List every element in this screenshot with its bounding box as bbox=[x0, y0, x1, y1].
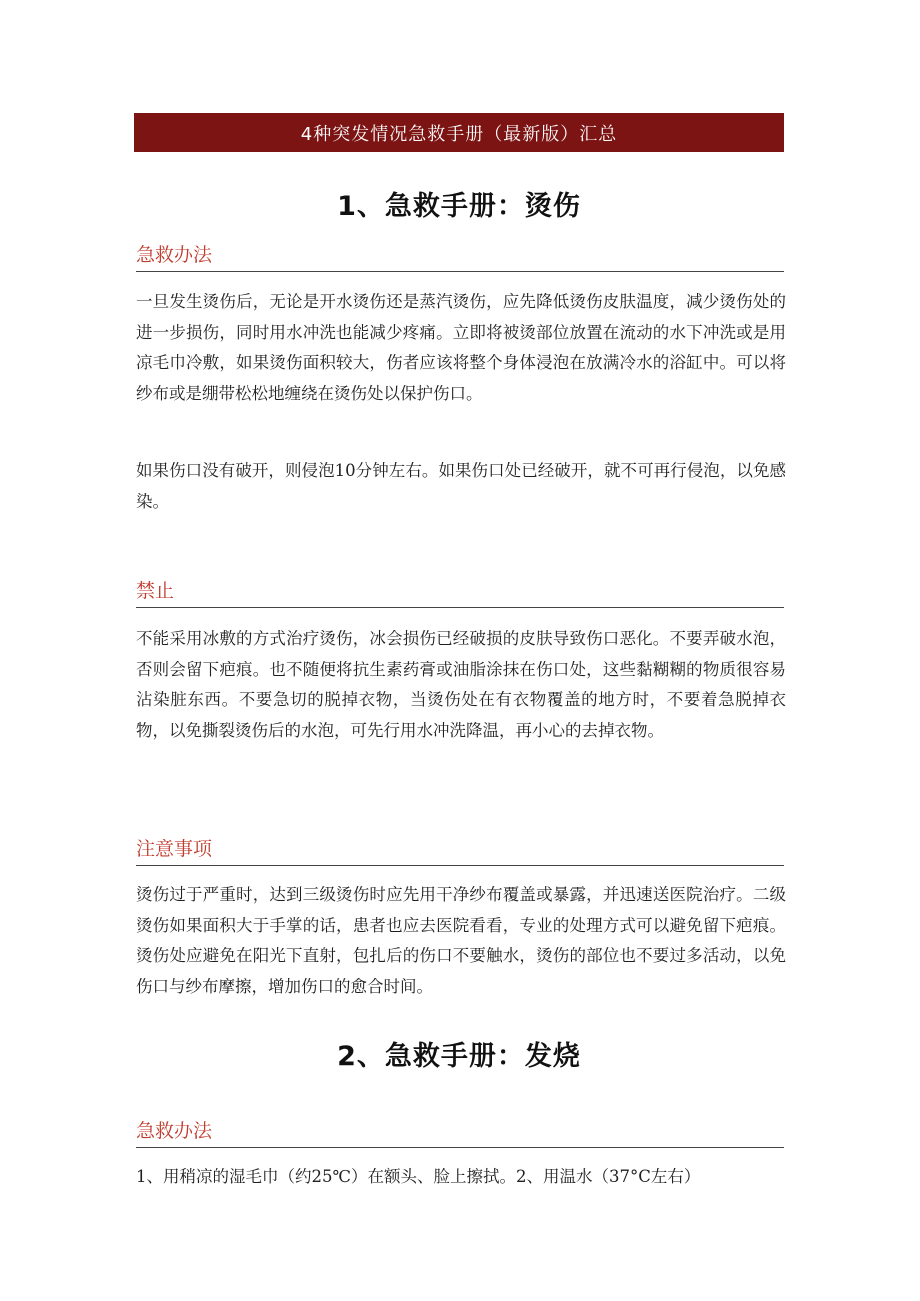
section-title-burns: 1、急救手册：烫伤 bbox=[337, 191, 581, 222]
document-banner: 4种突发情况急救手册（最新版）汇总 bbox=[134, 113, 784, 152]
subheading-fever-first-aid: 急救办法 bbox=[136, 1116, 784, 1148]
section-title-fever: 2、急救手册：发烧 bbox=[337, 1041, 581, 1072]
paragraph-burns-first-aid-2: 如果伤口没有破开，则侵泡10分钟左右。如果伤口处已经破开，就不可再行侵泡，以免感染。 bbox=[136, 461, 786, 511]
paragraph-fever-first-aid: 1、用稍凉的湿毛巾（约25℃）在额头、脸上擦拭。2、用温水（37°C左右） bbox=[136, 1167, 701, 1186]
subheading-burns-notes: 注意事项 bbox=[136, 834, 784, 866]
paragraph-burns-notes: 烫伤过于严重时，达到三级烫伤时应先用干净纱布覆盖或暴露，并迅速送医院治疗。二级烫伤如果面积大于手掌的话，患者也应去医院看看，专业的处理方式可以避免留下疤痕。烫伤处应避免在阳光下直射，包扎后的伤口不要触水，烫伤的部位也不要过多活动，以免伤口与纱布摩擦，增加伤口的愈合时间。 bbox=[136, 885, 786, 996]
subheading-burns-prohibited: 禁止 bbox=[136, 576, 784, 608]
paragraph-burns-first-aid-1: 一旦发生烫伤后，无论是开水烫伤还是蒸汽烫伤，应先降低烫伤皮肤温度，减少烫伤处的进一步损伤，同时用水冲洗也能减少疼痛。立即将被烫部位放置在流动的水下冲洗或是用凉毛巾冷敷，如果烫伤面积较大，伤者应该将整个身体浸泡在放满冷水的浴缸中。可以将纱布或是绷带松松地缠绕在烫伤处以保护伤口。 bbox=[136, 292, 786, 403]
subheading-burns-first-aid: 急救办法 bbox=[136, 240, 784, 272]
paragraph-burns-prohibited: 不能采用冰敷的方式治疗烫伤，冰会损伤已经破损的皮肤导致伤口恶化。不要弄破水泡，否则会留下疤痕。也不随便将抗生素药膏或油脂涂抹在伤口处，这些黏糊糊的物质很容易沾染脏东西。不要急切的脱掉衣物，当烫伤处在有衣物覆盖的地方时，不要着急脱掉衣物，以免撕裂烫伤后的水泡，可先行用水冲洗降温，再小心的去掉衣物。 bbox=[136, 629, 786, 740]
